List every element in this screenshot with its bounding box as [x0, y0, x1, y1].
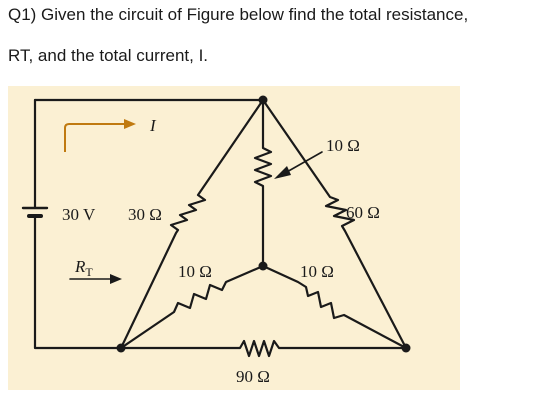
- circuit-diagram: [8, 86, 460, 390]
- current-arrow: [65, 124, 126, 152]
- node-top: [259, 96, 268, 105]
- resistor-90-ohm: [121, 341, 406, 356]
- resistor-60-ohm-label: 60 Ω: [346, 203, 380, 222]
- node-center: [259, 262, 268, 271]
- source-voltage-label: 30 V: [62, 205, 96, 224]
- resistor-30-ohm: [121, 100, 263, 348]
- resistor-90-ohm-label: 90 Ω: [236, 367, 270, 386]
- resistor-10-ohm-center: [255, 100, 271, 266]
- wire-left-lower: [35, 217, 121, 348]
- total-resistance-label-main: R: [75, 257, 86, 276]
- question-text-line-1: Q1) Given the circuit of Figure below find the total resistance,: [8, 5, 469, 24]
- total-resistance-arrowhead: [110, 274, 122, 284]
- current-arrowhead: [124, 119, 136, 129]
- resistor-10-ohm-right-label: 10 Ω: [300, 262, 334, 281]
- current-label: I: [150, 116, 156, 135]
- variable-resistor-arrowhead: [274, 166, 291, 179]
- total-resistance-label-subscript: T: [85, 265, 93, 279]
- total-resistance-label: [74, 257, 93, 279]
- resistor-30-ohm-label: 30 Ω: [128, 205, 162, 224]
- resistor-10-ohm-center-label: 10 Ω: [326, 136, 360, 155]
- node-bottom-left: [117, 344, 126, 353]
- node-bottom-right: [402, 344, 411, 353]
- circuit-figure: [8, 86, 460, 390]
- question-text-line-2: RT, and the total current, I.: [8, 46, 209, 65]
- resistor-10-ohm-left-label: 10 Ω: [178, 262, 212, 281]
